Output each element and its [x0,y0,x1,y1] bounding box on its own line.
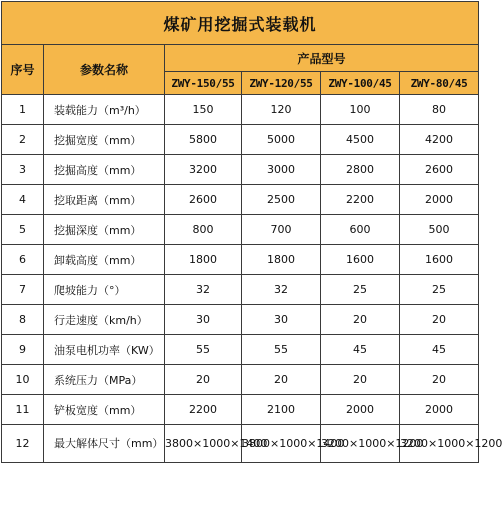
header-param: 参数名称 [44,45,165,95]
row-param-name: 挖掘高度（mm） [44,155,165,185]
row-index: 4 [2,185,44,215]
row-value: 2200 [165,395,242,425]
row-value: 32 [242,275,321,305]
header-model-group: 产品型号 [165,45,479,72]
header-model: ZWY-100/45 [321,72,400,95]
row-value: 3200×1000×1200 [321,425,400,463]
header-row [2,45,479,72]
row-value: 500 [400,215,479,245]
row-param-name: 挖掘深度（mm） [44,215,165,245]
row-param-name: 挖掘宽度（mm） [44,125,165,155]
row-value: 3200×1000×1200 [400,425,479,463]
row-value: 25 [321,275,400,305]
table-row [2,125,479,155]
row-value: 3800×1000×1400 [165,425,242,463]
row-param-name: 挖取距离（mm） [44,185,165,215]
row-value: 2100 [242,395,321,425]
header-model: ZWY-120/55 [242,72,321,95]
row-index: 5 [2,215,44,245]
table-row [2,215,479,245]
row-index: 9 [2,335,44,365]
row-value: 25 [400,275,479,305]
row-index: 6 [2,245,44,275]
row-value: 45 [400,335,479,365]
table-row [2,425,479,463]
table-body [2,95,502,463]
row-value: 3800×1000×1400 [242,425,321,463]
row-value: 5800 [165,125,242,155]
row-value: 2200 [321,185,400,215]
row-value: 2800 [321,155,400,185]
row-value: 1800 [165,245,242,275]
row-value: 100 [321,95,400,125]
row-value: 3200 [165,155,242,185]
row-value: 1600 [400,245,479,275]
row-param-name: 爬坡能力（°） [44,275,165,305]
table-row [2,245,479,275]
row-value: 2000 [400,395,479,425]
row-value: 120 [242,95,321,125]
table-row [2,155,479,185]
row-value: 55 [165,335,242,365]
table-title: 煤矿用挖掘式装载机 [2,2,479,45]
row-value: 1600 [321,245,400,275]
spec-table [1,1,502,463]
row-value: 5000 [242,125,321,155]
header-model: ZWY-150/55 [165,72,242,95]
row-value: 4200 [400,125,479,155]
table-row [2,305,479,335]
row-value: 2000 [321,395,400,425]
row-value: 55 [242,335,321,365]
row-value: 2600 [400,155,479,185]
header-model: ZWY-80/45 [400,72,479,95]
row-value: 4500 [321,125,400,155]
row-value: 80 [400,95,479,125]
row-value: 20 [321,305,400,335]
row-value: 20 [165,365,242,395]
table-row [2,395,479,425]
row-param-name: 最大解体尺寸（mm） [44,425,165,463]
row-param-name: 铲板宽度（mm） [44,395,165,425]
row-value: 30 [165,305,242,335]
row-value: 20 [400,305,479,335]
row-value: 600 [321,215,400,245]
row-index: 11 [2,395,44,425]
row-param-name: 行走速度（km/h） [44,305,165,335]
table-row [2,185,479,215]
row-value: 150 [165,95,242,125]
row-value: 2000 [400,185,479,215]
row-index: 1 [2,95,44,125]
row-value: 800 [165,215,242,245]
row-value: 20 [321,365,400,395]
row-value: 20 [400,365,479,395]
row-value: 20 [242,365,321,395]
row-param-name: 油泵电机功率（KW） [44,335,165,365]
row-value: 1800 [242,245,321,275]
row-value: 45 [321,335,400,365]
row-value: 2500 [242,185,321,215]
title-row [2,2,479,45]
row-index: 10 [2,365,44,395]
row-value: 700 [242,215,321,245]
table-row [2,335,479,365]
row-index: 3 [2,155,44,185]
row-param-name: 卸载高度（mm） [44,245,165,275]
row-index: 12 [2,425,44,463]
row-param-name: 装载能力（m³/h） [44,95,165,125]
row-value: 32 [165,275,242,305]
row-value: 2600 [165,185,242,215]
row-index: 2 [2,125,44,155]
row-value: 30 [242,305,321,335]
table-row [2,95,479,125]
row-index: 7 [2,275,44,305]
row-param-name: 系统压力（MPa） [44,365,165,395]
table-row [2,365,479,395]
row-value: 3000 [242,155,321,185]
table-row [2,275,479,305]
header-index: 序号 [2,45,44,95]
row-index: 8 [2,305,44,335]
